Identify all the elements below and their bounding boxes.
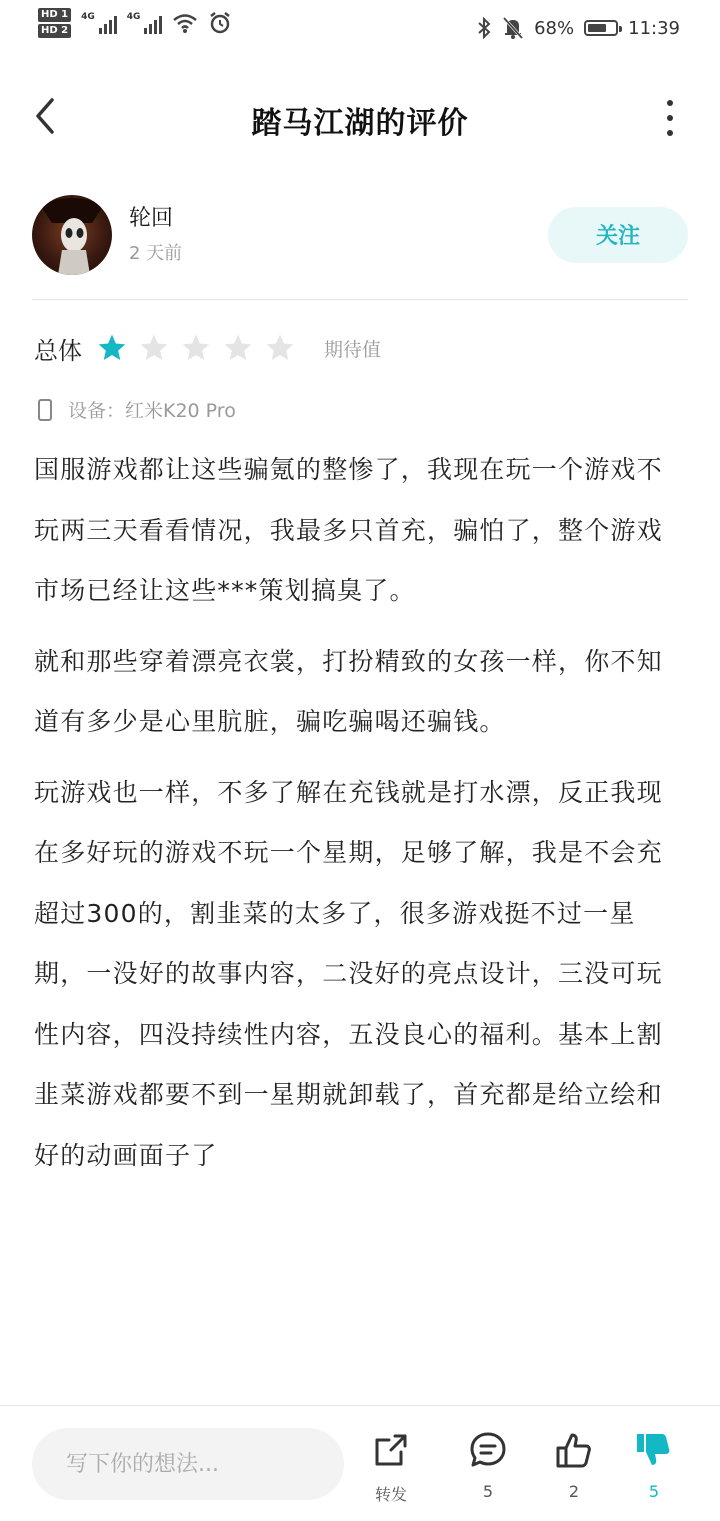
like-button[interactable] <box>539 1428 609 1501</box>
net-type-1: 4G <box>81 12 95 22</box>
battery-percent: 68% <box>534 17 575 39</box>
share-label: 转发 <box>374 1485 407 1504</box>
review-paragraph: 就和那些穿着漂亮衣裳，打扮精致的女孩一样，你不知道有多少是心里肮脏，骗吃骗喝还骗钱。 <box>34 646 663 736</box>
avatar[interactable] <box>32 195 112 275</box>
battery-icon <box>584 20 618 36</box>
star-empty-icon <box>180 332 212 364</box>
more-dot-icon <box>667 115 673 121</box>
more-dot-icon <box>667 130 673 136</box>
thumbs-down-icon <box>634 1430 674 1470</box>
comment-input[interactable] <box>32 1428 344 1500</box>
reviewer-name: 轮回 <box>129 206 174 231</box>
star-empty-icon <box>264 332 296 364</box>
share-button[interactable] <box>356 1428 426 1505</box>
hd2-badge: HD 2 <box>38 24 71 38</box>
status-bar <box>0 0 720 60</box>
review-paragraph: 国服游戏都让这些骗氪的整惨了，我现在玩一个游戏不玩两三天看看情况，我最多只首充，骗怕了，整个游戏市场已经让这些***策划搞臭了。 <box>34 455 663 605</box>
hd-badges <box>38 8 71 38</box>
signal-icon-2 <box>127 12 163 34</box>
status-right <box>476 16 680 40</box>
rating-row <box>34 328 381 368</box>
comment-count: 5 <box>482 1482 494 1501</box>
clock: 11:39 <box>628 17 680 39</box>
mute-bell-icon <box>502 16 524 40</box>
more-dot-icon <box>667 100 673 106</box>
device-info <box>38 396 236 423</box>
review-content <box>34 440 686 1196</box>
phone-icon <box>38 399 52 421</box>
status-left <box>38 8 232 38</box>
share-icon <box>371 1430 411 1470</box>
review-time: 2 天前 <box>129 243 183 264</box>
top-bar <box>0 80 720 152</box>
alarm-icon <box>208 11 232 35</box>
thumbs-up-icon <box>554 1430 594 1470</box>
follow-button[interactable]: 关注 <box>548 207 688 263</box>
signal-icon <box>81 12 117 34</box>
star-filled-icon <box>96 332 128 364</box>
star-empty-icon <box>222 332 254 364</box>
review-paragraph: 玩游戏也一样，不多了解在充钱就是打水漂，反正我现在多好玩的游戏不玩一个星期，足够了解，我是不会充超过300的，割韭菜的太多了，很多游戏挺不过一星期，一没好的故事内容，二没好的亮点设计，三没可玩性内容，四没持续性内容，五没良心的福利。基本上割韭菜游戏都要不到一星期就卸载了，首充都是给立绘和好的动画面子了 <box>34 777 663 1170</box>
battery-fill <box>588 24 606 32</box>
device-text: 设备：红米K20 Pro <box>68 400 236 422</box>
like-count: 2 <box>568 1482 580 1501</box>
comment-icon <box>468 1430 508 1470</box>
net-type-2: 4G <box>126 12 141 22</box>
avatar-image <box>32 195 112 275</box>
rating-stars <box>96 332 296 364</box>
dislike-button[interactable] <box>619 1428 689 1501</box>
rating-label: 总体 <box>34 336 82 365</box>
comment-button[interactable] <box>453 1428 523 1501</box>
bottom-action-bar <box>0 1405 720 1521</box>
page-title: 踏马江湖的评价 <box>251 106 469 141</box>
star-empty-icon <box>138 332 170 364</box>
dislike-count: 5 <box>648 1482 660 1501</box>
hd1-badge: HD 1 <box>38 8 71 22</box>
expectation-label: 期待值 <box>324 338 382 361</box>
more-options-button[interactable] <box>660 100 680 136</box>
reviewer-row <box>32 195 688 277</box>
divider <box>32 299 688 300</box>
bluetooth-icon <box>476 16 492 40</box>
wifi-icon <box>172 12 198 34</box>
